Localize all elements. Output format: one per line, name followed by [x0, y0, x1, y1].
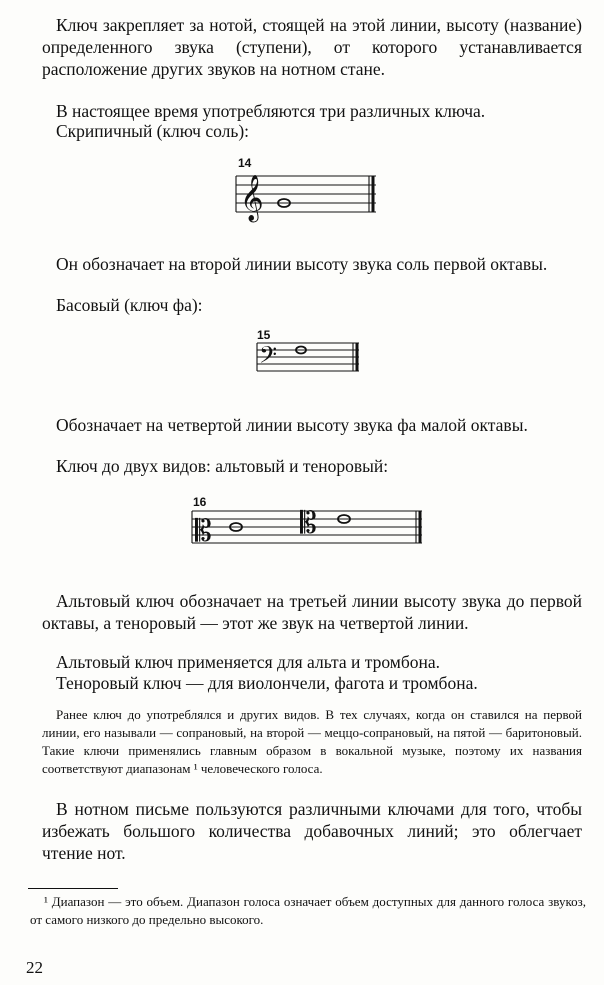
paragraph-purpose: В нотном письме пользуются различными ключами для того, чтобы избежать большого количества добавочных линий; это облегчает чтение нот. [42, 799, 582, 863]
bass-clef-staff [257, 340, 359, 380]
paragraph-bass-meaning: Обозначает на четвертой линии высоту звука фа малой октавы. [56, 415, 528, 435]
footnote: ¹ Диапазон — это объем. Диапазон голоса означает объем доступных для данного голоса звукоз, от самого низкого до предельно высокого. [30, 894, 586, 927]
example-number-14: 14 [238, 156, 252, 170]
paragraph-clef-definition: Ключ закрепляет за нотой, стоящей на этой линии, высоту (название) определенного звука (ступени), от которого устанавливается расположение других звуков на нотном стане. [42, 15, 582, 79]
example-number-15: 15 [257, 328, 271, 342]
paragraph-tenor-usage: Теноровый ключ — для виолончели, фагота и тромбона. [56, 673, 478, 693]
paragraph-bass-clef: Басовый (ключ фа): [56, 295, 203, 315]
paragraph-three-clefs: В настоящее время употребляются три различных ключа. [56, 101, 486, 121]
tenor-clef-icon: 𝄡 [300, 506, 317, 541]
bass-clef-icon: 𝄢 [259, 341, 278, 374]
example-number-16: 16 [193, 495, 207, 509]
paragraph-treble-clef: Скрипичный (ключ соль): [56, 121, 250, 141]
treble-clef-icon: 𝄞 [240, 175, 264, 221]
treble-clef-staff [236, 168, 376, 228]
paragraph-alto-tenor-meaning: Альтовый ключ обозначает на третьей линии высоту звука до первой октавы, а теноровый — этот же звук на четвертой линии. [42, 591, 582, 633]
paragraph-alto-usage: Альтовый ключ применяется для альта и тромбона. [56, 652, 441, 672]
paragraph-treble-meaning: Он обозначает на второй линии высоту звука соль первой октавы. [56, 254, 548, 274]
paragraph-historical-note: Ранее ключ до употреблялся и других видов. В тех случаях, когда он ставился на первой линии, его называли — сопрановый, на второй — меццо-сопрановый, на пятой — баритоновый. Такие ключи применялись главным образом в вокальной музыке, поэтому их названия соответствуют диапазонам ¹ человеческого голоса. [42, 707, 582, 776]
page-number: 22 [26, 958, 43, 977]
footnote-divider [28, 888, 118, 889]
alto-clef-icon: 𝄡 [195, 514, 212, 549]
c-clefs-staff [192, 508, 422, 558]
paragraph-c-clefs: Ключ до двух видов: альтовый и теноровый: [56, 456, 389, 476]
